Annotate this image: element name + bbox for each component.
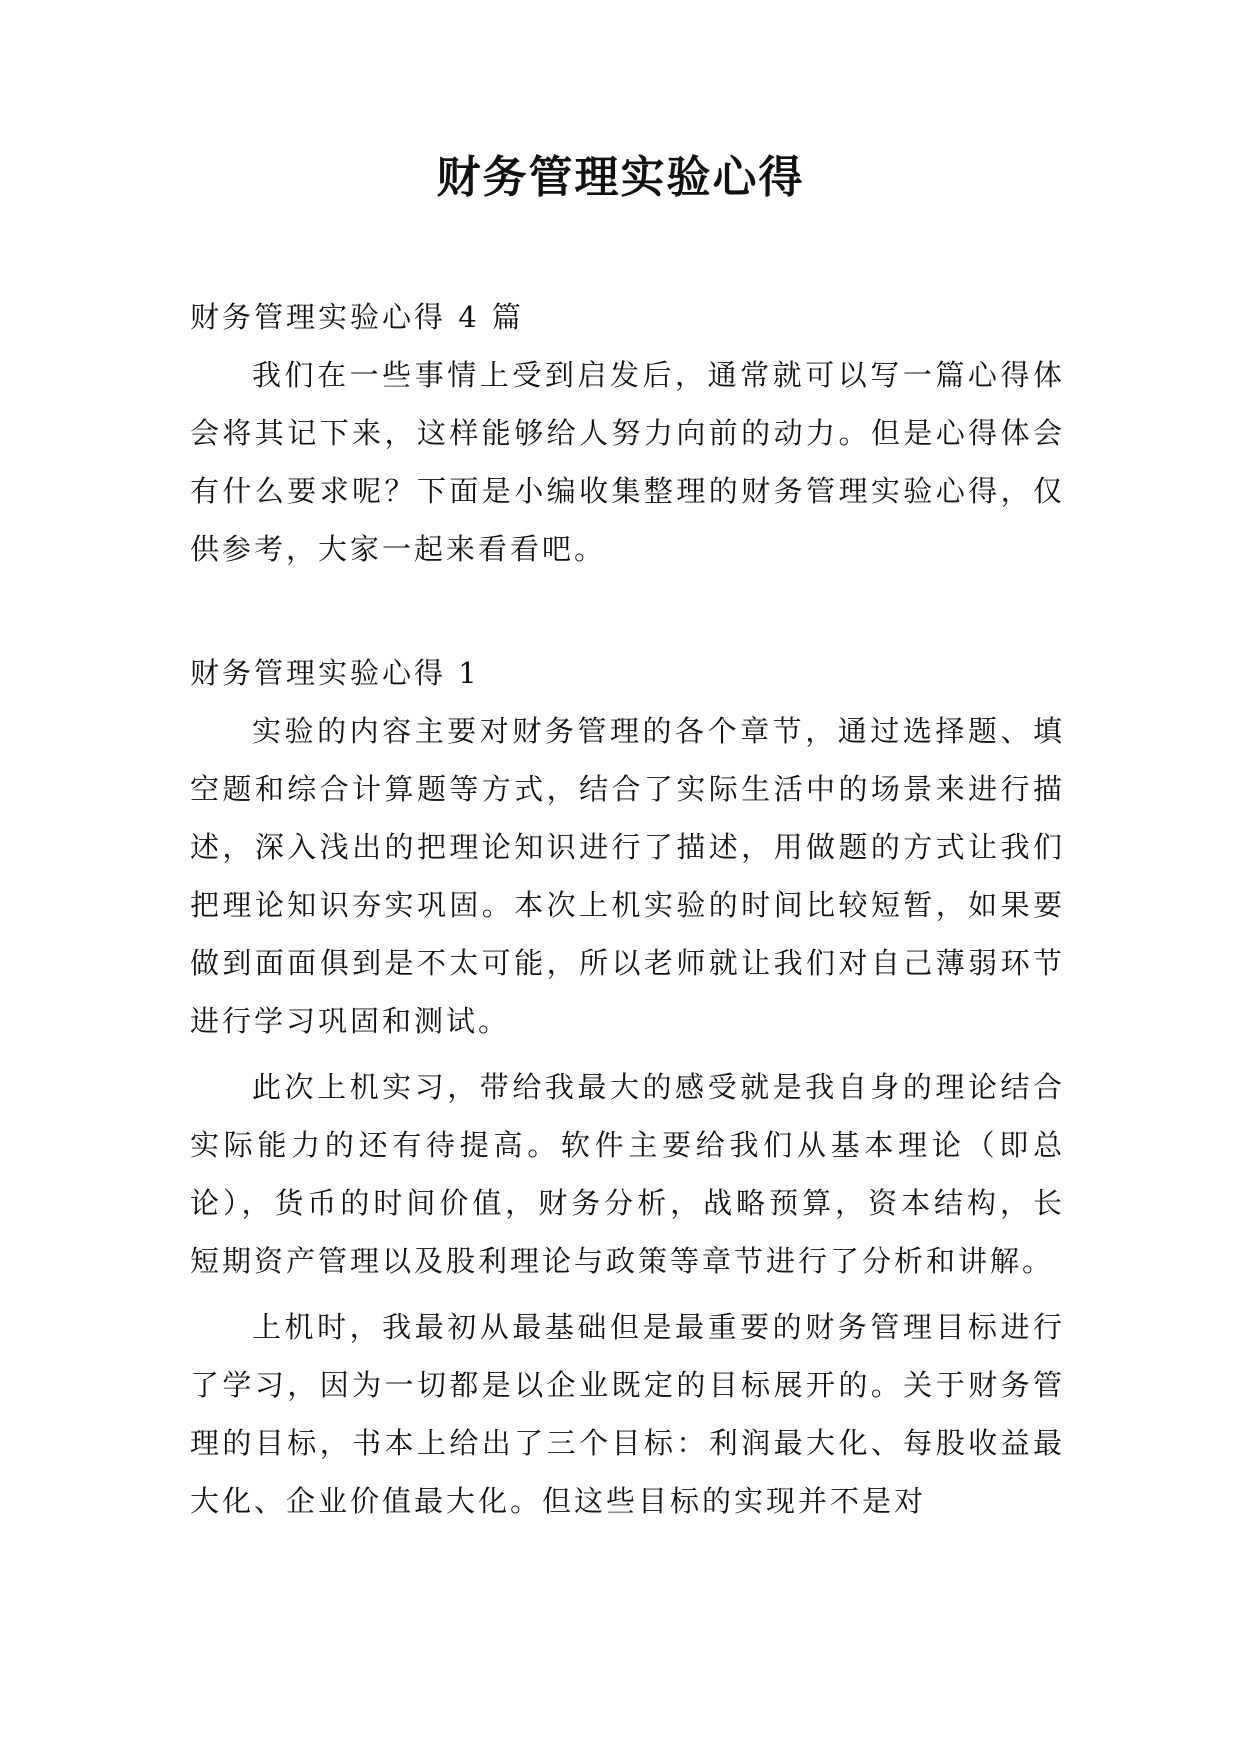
section-spacer: [190, 578, 1065, 644]
paragraph-spacer: [190, 1290, 1065, 1298]
document-title: 财务管理实验心得: [436, 152, 805, 203]
body-paragraph: 实验的内容主要对财务管理的各个章节，通过选择题、填空题和综合计算题等方式，结合了实际生活中的场景来进行描述，深入浅出的把理论知识进行了描述，用做题的方式让我们把理论知识夯实巩固。本次上机实验的时间比较短暂，如果要做到面面俱到是不太可能，所以老师就让我们对自己薄弱环节进行学习巩固和测试。: [190, 714, 1065, 1038]
section-heading: 财务管理实验心得 1: [190, 656, 480, 690]
document-body: [190, 288, 1065, 1530]
paragraph-spacer: [190, 1050, 1065, 1058]
body-paragraph: 此次上机实习，带给我最大的感受就是我自身的理论结合实际能力的还有待提高。软件主要给我们从基本理论（即总论），货币的时间价值，财务分析，战略预算，资本结构，长短期资产管理以及股利理论与政策等章节进行了分析和讲解。: [190, 1070, 1065, 1278]
body-paragraph: 上机时，我最初从最基础但是最重要的财务管理目标进行了学习，因为一切都是以企业既定的目标展开的。关于财务管理的目标，书本上给出了三个目标：利润最大化、每股收益最大化、企业价值最大化。但这些目标的实现并不是对: [190, 1310, 1065, 1518]
intro-paragraph: 我们在一些事情上受到启发后，通常就可以写一篇心得体会将其记下来，这样能够给人努力向前的动力。但是心得体会有什么要求呢？下面是小编收集整理的财务管理实验心得，仅供参考，大家一起来看看吧。: [190, 358, 1065, 566]
document-subtitle: 财务管理实验心得 4 篇: [190, 300, 524, 334]
